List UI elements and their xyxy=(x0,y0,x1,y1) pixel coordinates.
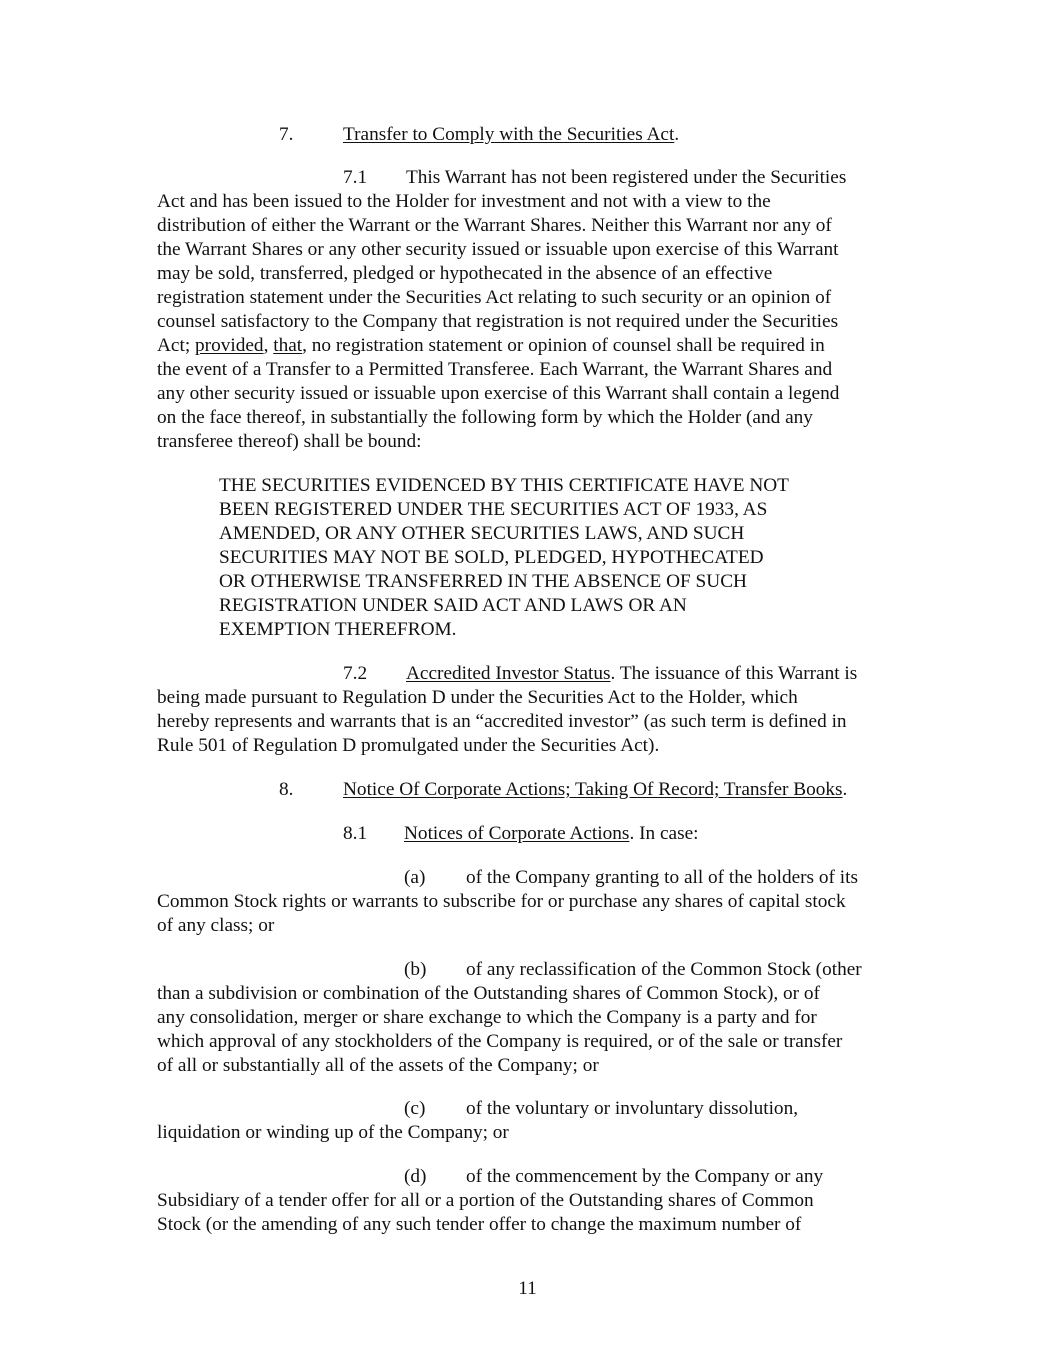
paragraph-line: transferee thereof) shall be bound: xyxy=(157,431,422,452)
paragraph-line: distribution of either the Warrant or the Warrant Shares. Neither this Warrant nor any of xyxy=(157,215,832,236)
paragraph-line: liquidation or winding up of the Company; or xyxy=(157,1122,509,1143)
section-8-1-title: Notices of Corporate Actions xyxy=(404,823,630,844)
page-number: 11 xyxy=(518,1278,537,1299)
legend-line: AMENDED, OR ANY OTHER SECURITIES LAWS, AND SUCH xyxy=(219,523,745,544)
section-8-1-number: 8.1 xyxy=(343,823,368,844)
paragraph-line: any consolidation, merger or share exchange to which the Company is a party and for xyxy=(157,1007,817,1028)
legend-line: SECURITIES MAY NOT BE SOLD, PLEDGED, HYPOTHECATED xyxy=(219,547,764,568)
paragraph-line: Common Stock rights or warrants to subscribe for or purchase any shares of capital stock xyxy=(157,891,846,912)
section-8-title: Notice Of Corporate Actions; Taking Of Record; Transfer Books xyxy=(343,779,843,800)
section-7-number: 7. xyxy=(279,124,294,145)
that-term: that xyxy=(273,335,303,356)
section-7-heading: Transfer to Comply with the Securities Act. xyxy=(343,124,680,145)
paragraph-line: may be sold, transferred, pledged or hypothecated in the absence of an effective xyxy=(157,263,773,284)
paragraph-line: which approval of any stockholders of the Company is required, or of the sale or transfer xyxy=(157,1031,843,1052)
paragraph-line: Act and has been issued to the Holder for investment and not with a view to the xyxy=(157,191,771,212)
paragraph-line: of any class; or xyxy=(157,915,275,936)
paragraph-line: Stock (or the amending of any such tender offer to change the maximum number of xyxy=(157,1214,802,1235)
legend-line: REGISTRATION UNDER SAID ACT AND LAWS OR AN xyxy=(219,595,687,616)
paragraph-line: of any reclassification of the Common Stock (other xyxy=(466,959,862,980)
paragraph-line: counsel satisfactory to the Company that registration is not required under the Securities xyxy=(157,311,839,332)
paragraph-line: This Warrant has not been registered under the Securities xyxy=(406,167,847,188)
legend-line: OR OTHERWISE TRANSFERRED IN THE ABSENCE OF SUCH xyxy=(219,571,747,592)
paragraph-line: of the voluntary or involuntary dissolution, xyxy=(466,1098,799,1119)
legend-line: BEEN REGISTERED UNDER THE SECURITIES ACT OF 1933, AS xyxy=(219,499,768,520)
item-c-label: (c) xyxy=(404,1098,426,1119)
paragraph-line: on the face thereof, in substantially the following form by which the Holder (and any xyxy=(157,407,813,428)
paragraph-line: of all or substantially all of the assets of the Company; or xyxy=(157,1055,599,1076)
paragraph-line: being made pursuant to Regulation D under the Securities Act to the Holder, which xyxy=(157,687,798,708)
section-7-title: Transfer to Comply with the Securities Act xyxy=(343,124,675,145)
paragraph-line: hereby represents and warrants that is an “accredited investor” (as such term is defined in xyxy=(157,711,847,732)
paragraph-line: of the commencement by the Company or any xyxy=(466,1166,824,1187)
paragraph-line: Rule 501 of Regulation D promulgated under the Securities Act). xyxy=(157,735,660,756)
item-d-label: (d) xyxy=(404,1166,427,1187)
paragraph-line: Act; provided, that, no registration statement or opinion of counsel shall be required in xyxy=(157,335,825,356)
paragraph-line: Subsidiary of a tender offer for all or a portion of the Outstanding shares of Common xyxy=(157,1190,814,1211)
legend-line: THE SECURITIES EVIDENCED BY THIS CERTIFICATE HAVE NOT xyxy=(219,475,789,496)
section-7-2-number: 7.2 xyxy=(343,663,368,684)
legend-line: EXEMPTION THEREFROM. xyxy=(219,619,457,640)
paragraph-line: registration statement under the Securities Act relating to such security or an opinion of xyxy=(157,287,832,308)
section-8-number: 8. xyxy=(279,779,294,800)
section-7-1-number: 7.1 xyxy=(343,167,368,188)
section-7-2-first-line: Accredited Investor Status. The issuance of this Warrant is xyxy=(406,663,858,684)
paragraph-line: the event of a Transfer to a Permitted Transferee. Each Warrant, the Warrant Shares and xyxy=(157,359,833,380)
paragraph-line: of the Company granting to all of the holders of its xyxy=(466,867,858,888)
paragraph-line: than a subdivision or combination of the Outstanding shares of Common Stock), or of xyxy=(157,983,820,1004)
item-b-label: (b) xyxy=(404,959,427,980)
section-8-heading: Notice Of Corporate Actions; Taking Of Record; Transfer Books. xyxy=(343,779,848,800)
paragraph-line: any other security issued or issuable upon exercise of this Warrant shall contain a legend xyxy=(157,383,840,404)
section-7-2-title: Accredited Investor Status xyxy=(406,663,611,684)
item-a-label: (a) xyxy=(404,867,426,888)
paragraph-line: the Warrant Shares or any other security issued or issuable upon exercise of this Warrant xyxy=(157,239,839,260)
section-8-1-heading: Notices of Corporate Actions. In case: xyxy=(404,823,699,844)
provided-term: provided xyxy=(195,335,264,356)
